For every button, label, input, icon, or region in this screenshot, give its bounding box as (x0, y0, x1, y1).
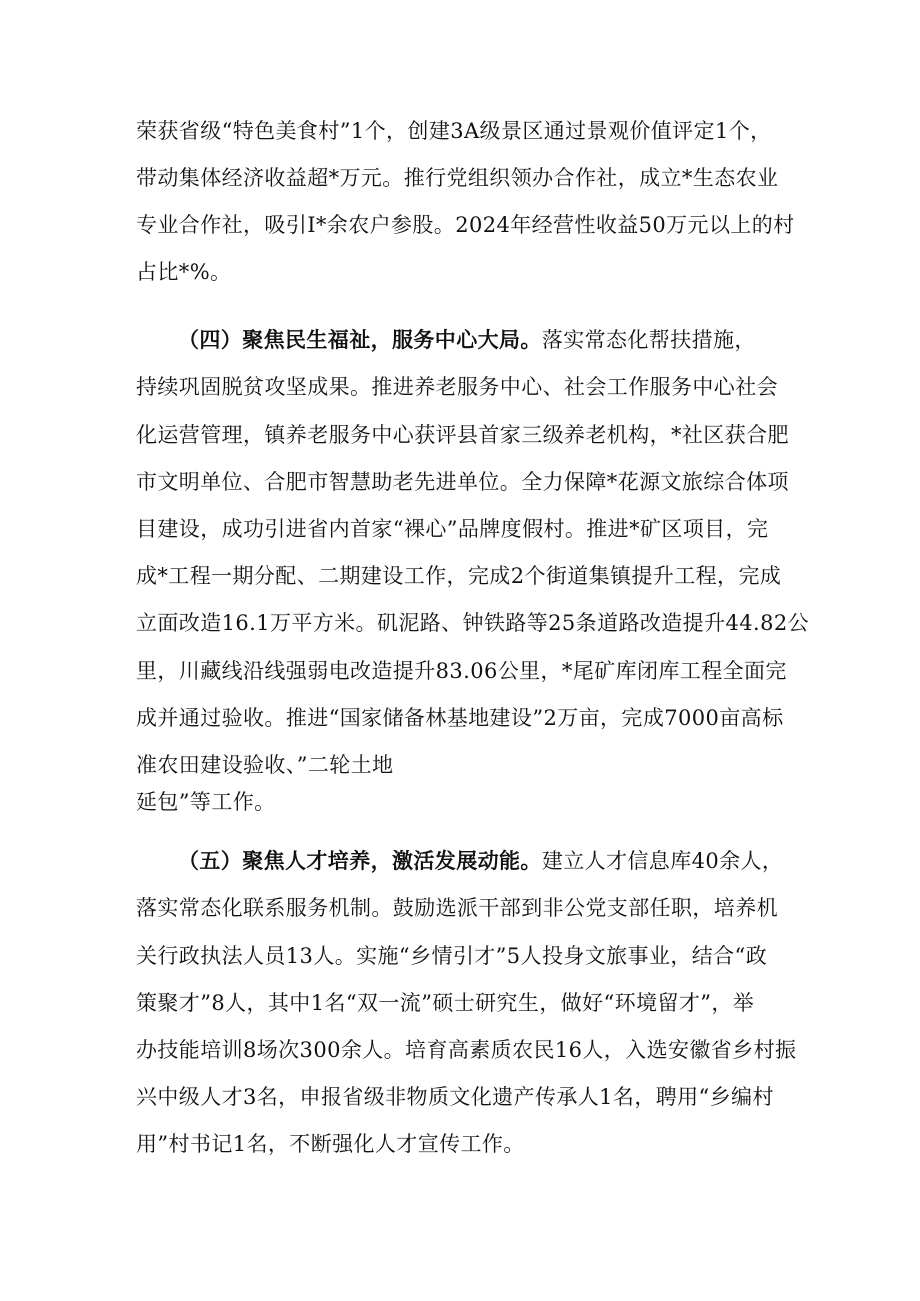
text-line: 成*工程一期分配、二期建设工作，完成2个街道集镇提升工程，完成 (136, 564, 782, 588)
text-line: 落实常态化联系服务机制。鼓励选派干部到非公党支部任职，培养机 (136, 896, 778, 920)
text-line: 立面改造16.1万平方米。矶泥路、钟铁路等25条道路改造提升44.82公 (136, 611, 809, 635)
text-line: 化运营管理，镇养老服务中心获评县首家三级养老机构，*社区获合肥 (136, 423, 789, 447)
text-line: 目建设，成功引进省内首家“裸心”品牌度假村。推进*矿区项目，完 (136, 517, 769, 541)
text-line: 延包”等工作。 (136, 790, 276, 814)
text-line: 专业合作社，吸引I*余农户参股。2024年经营性收益50万元以上的村 (136, 213, 795, 237)
text-line: 带动集体经济收益超*万元。推行党组织领办合作社，成立*生态农业 (136, 166, 779, 190)
text-line: 持续巩固脱贫攻坚成果。推进养老服务中心、社会工作服务中心社会 (136, 375, 778, 399)
section-heading: （五）聚焦人才培养，激活发展动能。 (178, 848, 542, 873)
text-line: 成并通过验收。推进“国家储备林基地建设”2万亩，完成7000亩高标 (136, 706, 784, 730)
text-run: 落实常态化帮扶措施， (541, 328, 756, 352)
text-line: 里，川藏线沿线强弱电改造提升83.06公里，*尾矿库闭库工程全面完 (136, 659, 787, 683)
text-line: 荣获省级“特色美食村”1个，创建3A级景区通过景观价值评定1个， (136, 119, 772, 143)
text-line: 关行政执法人员13人。实施“乡情引才”5人投身文旅事业，结合“政 (136, 944, 768, 968)
text-line: 策聚才”8人，其中1名“双一流”硕士研究生，做好“环境留才”，举 (136, 991, 755, 1015)
text-run: 建立人才信息库40余人， (541, 849, 784, 873)
section-heading: （四）聚焦民生福祉，服务中心大局。 (178, 327, 542, 352)
text-line: 准农田建设验收、”二轮土地 (136, 753, 394, 777)
paragraph-first-line (178, 846, 783, 876)
text-line: 市文明单位、合肥市智慧助老先进单位。全力保障*花源文旅综合体项 (136, 470, 789, 494)
text-line: 办技能培训8场次300余人。培育高素质农民16人，入选安徽省乡村振 (136, 1038, 797, 1062)
text-line: 用”村书记1名，不断强化人才宣传工作。 (136, 1132, 525, 1156)
text-line: 兴中级人才3名，申报省级非物质文化遗产传承人1名，聘用“乡编村 (136, 1085, 774, 1109)
paragraph-first-line (178, 325, 756, 355)
text-line: 占比*%。 (136, 260, 232, 284)
